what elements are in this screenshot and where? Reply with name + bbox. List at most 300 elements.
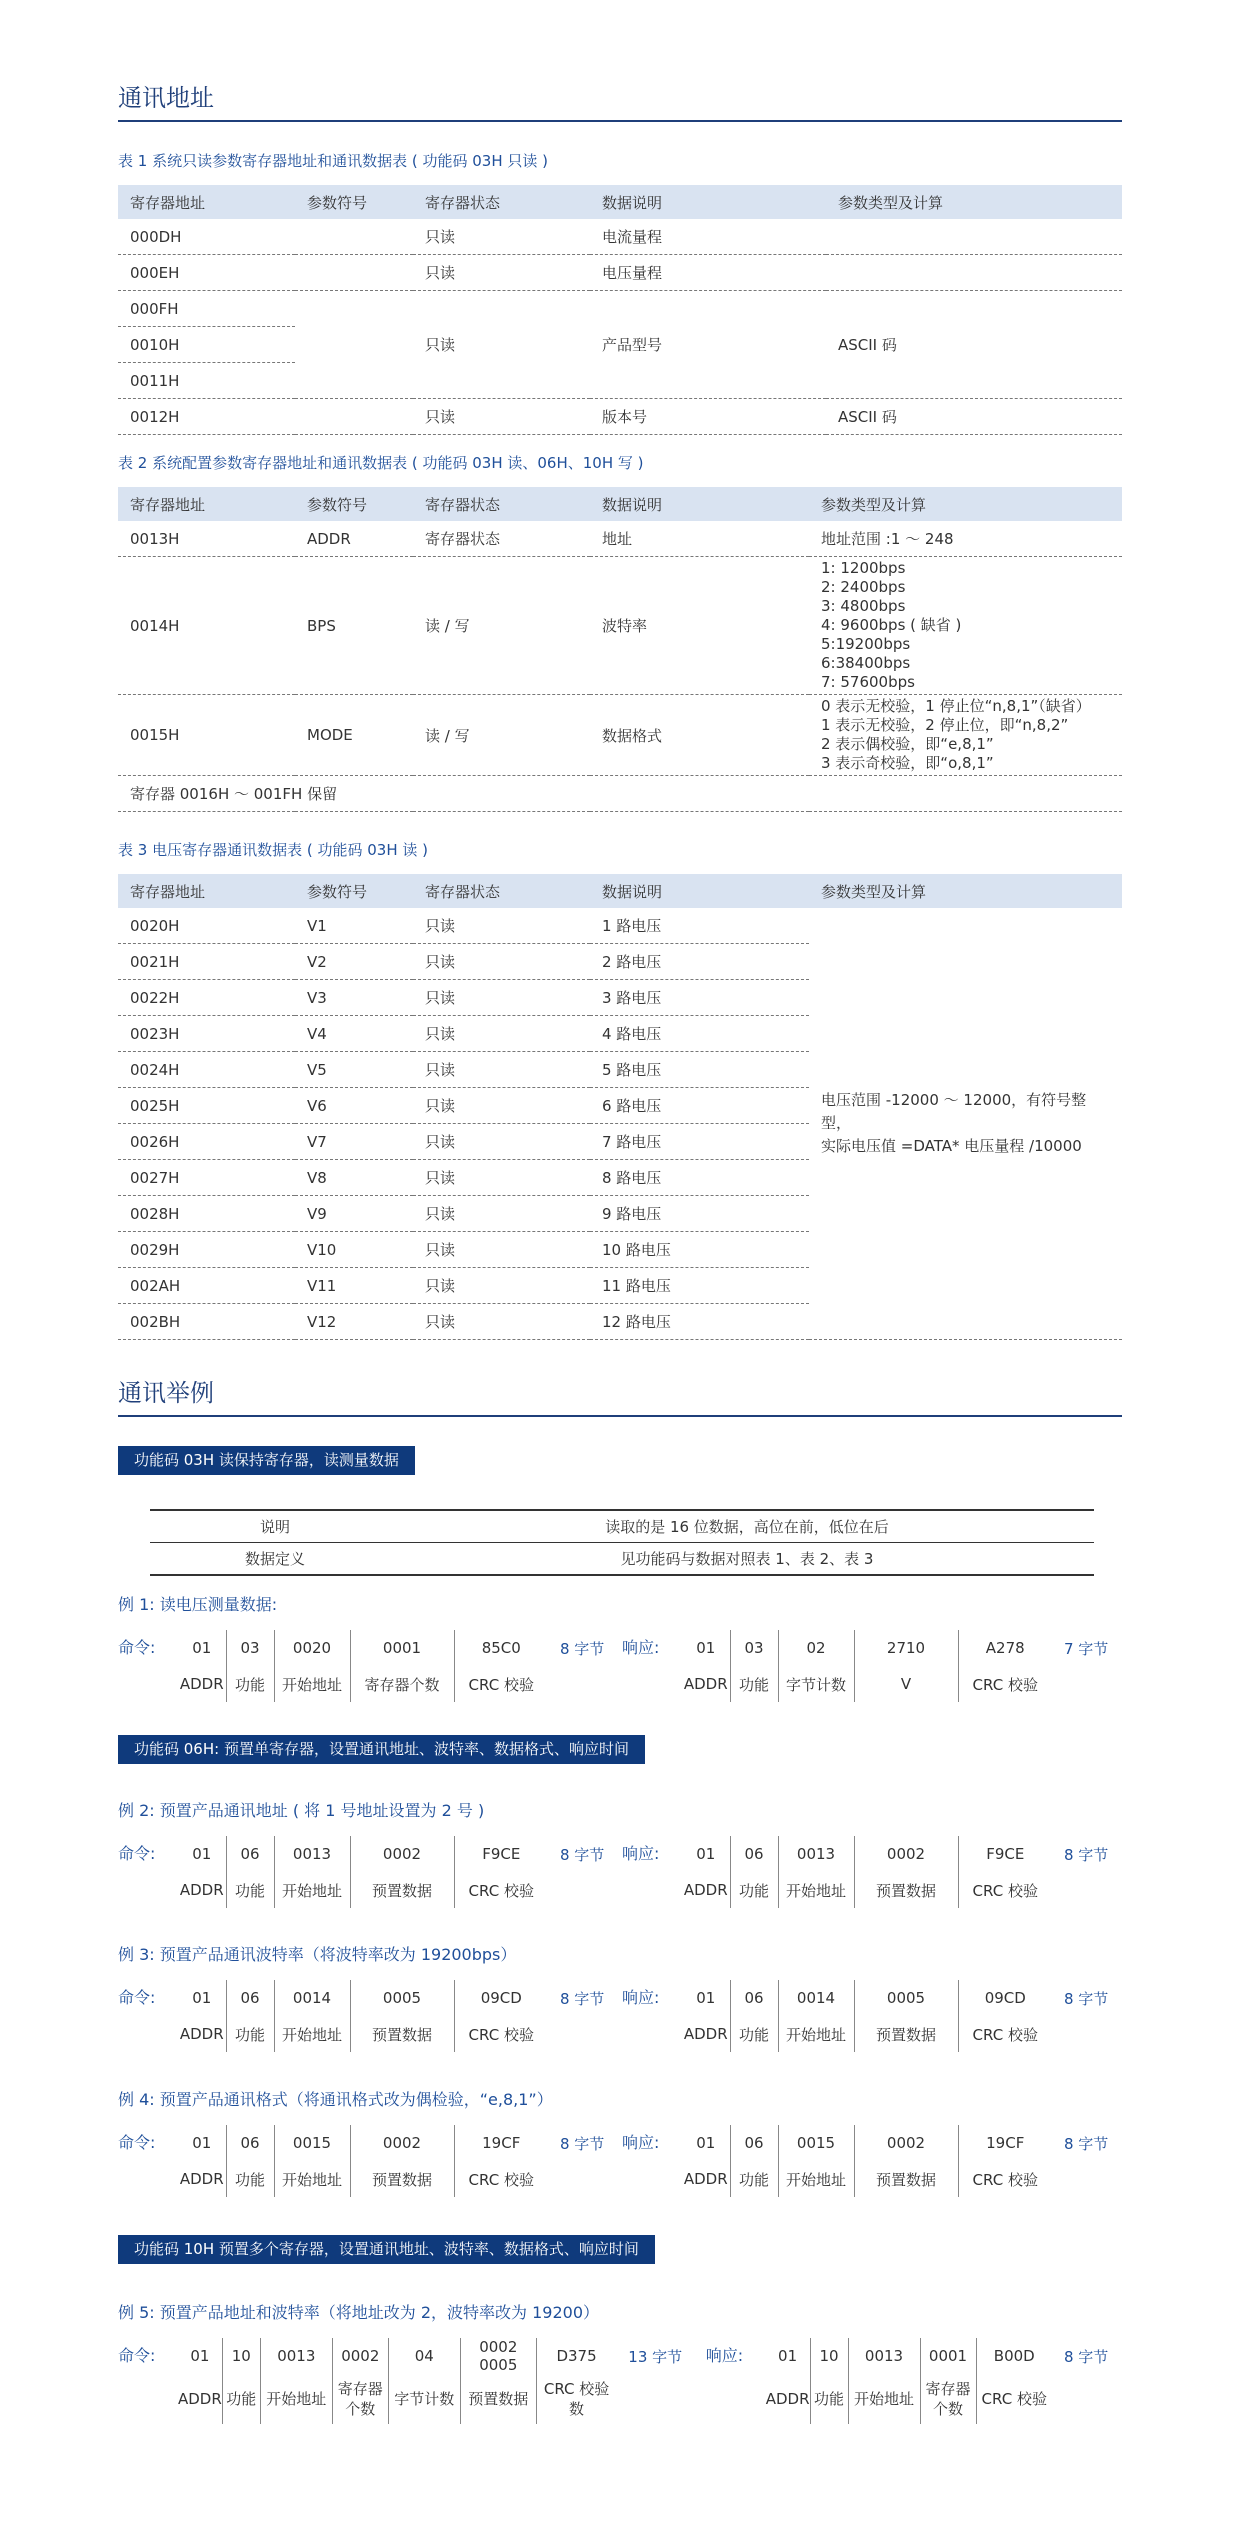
response-frame [622, 1980, 1122, 2052]
cell: 产品型号 [590, 291, 826, 399]
table-row [118, 399, 1122, 435]
frame-labels-row [178, 2016, 618, 2052]
byte-count: 8 字节 [560, 1989, 605, 2008]
frame-values-row [178, 1836, 618, 1872]
frame-labels-row [178, 1666, 618, 1702]
cell: 只读 [413, 399, 590, 435]
cell: ASCII 码 [826, 291, 1122, 399]
frame-table [178, 1980, 618, 2052]
response-label: 响应: [622, 1844, 660, 1863]
cell: 8 路电压 [590, 1160, 809, 1196]
cell: 波特率 [590, 557, 809, 695]
response-label: 响应: [622, 1638, 660, 1657]
section-rule [118, 1415, 1122, 1417]
banner-label: 功能码 10H 预置多个寄存器，设置通讯地址、波特率、数据格式、响应时间 [118, 2235, 655, 2264]
cell: 0 表示无校验，1 停止位“n,8,1”（缺省） 1 表示无校验，2 停止位，即“n,8,2” 2 表示偶校验，即“e,8,1” 3 表示奇校验，即“o,8,1” [809, 695, 1122, 776]
function-code-10h-banner [118, 2235, 655, 2264]
cell: 只读 [413, 980, 590, 1016]
header-cell: 参数类型及计算 [809, 874, 1122, 908]
table-row [150, 1543, 1094, 1576]
frame-field-label: 功能 [810, 2374, 848, 2424]
frame-field-label: 字节计数 [388, 2374, 460, 2424]
frame-field-label: 寄存器个数 [350, 1666, 454, 1702]
cell: 只读 [413, 1052, 590, 1088]
byte-count: 8 字节 [1064, 2134, 1109, 2153]
table1 [118, 185, 1122, 435]
frame-value: 01 [696, 1989, 716, 2007]
frame-values-row [766, 2338, 1122, 2374]
cell: ADDR [295, 521, 413, 557]
frame-field-label: 开始地址 [260, 2374, 332, 2424]
cell: 000EH [118, 255, 295, 291]
cell: 只读 [413, 1016, 590, 1052]
frame-labels-row [682, 1666, 1122, 1702]
frame-value: 01 [192, 2134, 212, 2152]
frame-value: 0001 [920, 2338, 976, 2374]
command-frame [118, 1836, 618, 1908]
frame-labels-row [178, 2374, 686, 2424]
cell: 地址 [590, 521, 809, 557]
cell: 0024H [118, 1052, 295, 1088]
frame-value: 01 [778, 2347, 798, 2365]
frame-value: 0014 [274, 1980, 350, 2016]
frame-value: 01 [190, 2347, 210, 2365]
frame-field-label: 开始地址 [274, 1872, 350, 1908]
frame-value: 0002 [332, 2338, 388, 2374]
cell: 只读 [413, 1304, 590, 1340]
frame-table [682, 2125, 1122, 2197]
cell: 5 路电压 [590, 1052, 809, 1088]
frame-values-row [178, 1630, 618, 1666]
cell: 0014H [118, 557, 295, 695]
frame-values-row [682, 1836, 1122, 1872]
byte-count: 8 字节 [560, 1845, 605, 1864]
frame-field-label: ADDR [683, 2025, 728, 2043]
frame-field-label: V [854, 1666, 958, 1702]
cell: 只读 [413, 219, 590, 255]
frame-field-label: ADDR [179, 1881, 224, 1899]
response-label: 响应: [705, 2346, 744, 2365]
frame-values-row [178, 2338, 686, 2374]
cell: 3 路电压 [590, 980, 809, 1016]
frame-value: 0002 [350, 2125, 454, 2161]
cell: 2 路电压 [590, 944, 809, 980]
cell: 0021H [118, 944, 295, 980]
cell: 9 路电压 [590, 1196, 809, 1232]
frame-value: 02 [778, 1630, 854, 1666]
example2-frames [118, 1836, 1122, 1908]
table-header-row [118, 487, 1122, 521]
frame-value: A278 [958, 1630, 1052, 1666]
cell: 002BH [118, 1304, 295, 1340]
section-rule [118, 120, 1122, 122]
voltage-note: 电压范围 -12000 ～ 12000，有符号整型， 实际电压值 =DATA* 电压量程 /10000 [809, 908, 1122, 1340]
frame-field-label: 开始地址 [274, 2161, 350, 2197]
cell: 1 路电压 [590, 908, 809, 944]
example4-title: 例 4: 预置产品通讯格式（将通讯格式改为偶检验，“e,8,1”） [118, 2090, 553, 2109]
frame-field-label: ADDR [683, 2170, 728, 2188]
frame-value: 0020 [274, 1630, 350, 1666]
header-cell: 数据说明 [590, 487, 809, 521]
cell: V3 [295, 980, 413, 1016]
header-cell: 参数符号 [295, 874, 413, 908]
cell: 地址范围 :1 ～ 248 [809, 521, 1122, 557]
cell: 寄存器 0016H ～ 001FH 保留 [118, 776, 1122, 812]
frame-field-label: 开始地址 [778, 1872, 854, 1908]
example3-title: 例 3: 预置产品通讯波特率（将波特率改为 19200bps） [118, 1945, 517, 1964]
table2 [118, 487, 1122, 812]
frame-field-label: 寄存器 个数 [920, 2374, 976, 2424]
cell: 0026H [118, 1124, 295, 1160]
frame-value: 04 [388, 2338, 460, 2374]
cell: 0013H [118, 521, 295, 557]
cell: 只读 [413, 1196, 590, 1232]
frame-value: 19CF [454, 2125, 548, 2161]
response-label: 响应: [622, 2133, 660, 2152]
cell: V10 [295, 1232, 413, 1268]
cell: 只读 [413, 291, 590, 399]
cell: 只读 [413, 255, 590, 291]
cell: 002AH [118, 1268, 295, 1304]
cell: 只读 [413, 1268, 590, 1304]
frame-field-label: 预置数据 [350, 2016, 454, 2052]
byte-count: 8 字节 [1064, 1845, 1109, 1864]
section-communication-examples [118, 1377, 1122, 1417]
byte-count: 7 字节 [1064, 1639, 1109, 1658]
cell: 见功能码与数据对照表 1、表 2、表 3 [400, 1543, 1094, 1576]
frame-field-label: ADDR [178, 2390, 222, 2408]
frame-field-label: 预置数据 [854, 2016, 958, 2052]
cell: 1: 1200bps 2: 2400bps 3: 4800bps 4: 9600bps ( 缺省 ) 5:19200bps 6:38400bps 7: 57600bps [809, 557, 1122, 695]
byte-count: 13 字节 [628, 2347, 683, 2366]
header-cell: 寄存器状态 [413, 487, 590, 521]
frame-field-label: 功能 [226, 1666, 274, 1702]
frame-value: 0002 [854, 2125, 958, 2161]
table-row [118, 908, 1122, 944]
frame-table [682, 1980, 1122, 2052]
cell: V2 [295, 944, 413, 980]
frame-value: 01 [696, 1639, 716, 1657]
example1-frames [118, 1630, 1122, 1702]
command-frame [118, 1630, 618, 1702]
table-row [118, 776, 1122, 812]
response-frame [706, 2338, 1122, 2424]
frame-value: D375 [536, 2338, 616, 2374]
cell: 4 路电压 [590, 1016, 809, 1052]
frame-table [682, 1836, 1122, 1908]
header-cell: 寄存器状态 [413, 185, 590, 219]
frame-value: 0013 [260, 2338, 332, 2374]
function-code-03h-banner [118, 1446, 415, 1475]
table-row [118, 291, 1122, 327]
frame-value: 2710 [854, 1630, 958, 1666]
example5-title: 例 5: 预置产品地址和波特率（将地址改为 2，波特率改为 19200） [118, 2303, 599, 2322]
command-label: 命令: [118, 1844, 156, 1863]
frame-field-label: 开始地址 [848, 2374, 920, 2424]
cell: 0025H [118, 1088, 295, 1124]
frame-value: 06 [730, 1980, 778, 2016]
frame-field-label: CRC 校验 [976, 2374, 1052, 2424]
table-row [118, 695, 1122, 776]
cell: V4 [295, 1016, 413, 1052]
cell: 10 路电压 [590, 1232, 809, 1268]
frame-field-label: 功能 [730, 1872, 778, 1908]
cell: 0012H [118, 399, 295, 435]
frame-value: 0013 [848, 2338, 920, 2374]
frame-value: B00D [976, 2338, 1052, 2374]
command-label: 命令: [118, 1638, 156, 1657]
frame-field-label: CRC 校验 [958, 2016, 1052, 2052]
cell: 电压量程 [590, 255, 826, 291]
header-cell: 寄存器地址 [118, 874, 295, 908]
frame-value: F9CE [454, 1836, 548, 1872]
response-frame [622, 2125, 1122, 2197]
frame-field-label: ADDR [765, 2390, 810, 2408]
frame-value: 10 [222, 2338, 260, 2374]
section-title: 通讯地址 [118, 84, 214, 112]
table3-caption: 表 3 电压寄存器通讯数据表 ( 功能码 03H 读 ) [118, 841, 428, 859]
cell: 000DH [118, 219, 295, 255]
frame-labels-row [766, 2374, 1122, 2424]
cell: 寄存器状态 [413, 521, 590, 557]
cell: 6 路电压 [590, 1088, 809, 1124]
frame-value: 0002 [854, 1836, 958, 1872]
frame-field-label: 预置数据 [854, 2161, 958, 2197]
cell: 0022H [118, 980, 295, 1016]
command-frame [118, 2338, 686, 2424]
command-frame [118, 1980, 618, 2052]
frame-field-label: 功能 [226, 2016, 274, 2052]
example4-frames [118, 2125, 1122, 2197]
frame-field-label: 字节计数 [778, 1666, 854, 1702]
frame-value: 0013 [778, 1836, 854, 1872]
example2-title: 例 2: 预置产品通讯地址 ( 将 1 号地址设置为 2 号 ) [118, 1801, 485, 1820]
cell: 0027H [118, 1160, 295, 1196]
cell: 只读 [413, 1088, 590, 1124]
frame-field-label: CRC 校验 [958, 1666, 1052, 1702]
header-cell: 参数符号 [295, 487, 413, 521]
table-header-row [118, 185, 1122, 219]
cell: 0011H [118, 363, 295, 399]
header-cell: 参数符号 [295, 185, 413, 219]
frame-field-label: 开始地址 [778, 2161, 854, 2197]
frame-value: 01 [192, 1989, 212, 2007]
cell: 电流量程 [590, 219, 826, 255]
frame-values-row [682, 2125, 1122, 2161]
response-frame [622, 1836, 1122, 1908]
header-cell: 寄存器状态 [413, 874, 590, 908]
frame-field-label: CRC 校验数 [536, 2374, 616, 2424]
frame-value: 01 [192, 1845, 212, 1863]
frame-value: 0014 [778, 1980, 854, 2016]
frame-field-label: 功能 [730, 2016, 778, 2052]
frame-labels-row [178, 1872, 618, 1908]
frame-field-label: 开始地址 [274, 1666, 350, 1702]
section-title: 通讯举例 [118, 1379, 214, 1407]
cell: 数据格式 [590, 695, 809, 776]
frame-field-label: ADDR [179, 1675, 224, 1693]
frame-value: 01 [696, 1845, 716, 1863]
cell: V7 [295, 1124, 413, 1160]
table1-caption: 表 1 系统只读参数寄存器地址和通讯数据表 ( 功能码 03H 只读 ) [118, 152, 548, 170]
command-label: 命令: [118, 2133, 156, 2152]
banner-label: 功能码 06H: 预置单寄存器，设置通讯地址、波特率、数据格式、响应时间 [118, 1735, 645, 1764]
frame-table [178, 2125, 618, 2197]
frame-value: 0005 [350, 1980, 454, 2016]
frame-value: 0002 [350, 1836, 454, 1872]
table-row [118, 255, 1122, 291]
frame-field-label: CRC 校验 [958, 1872, 1052, 1908]
frame-value: 0015 [274, 2125, 350, 2161]
frame-table [766, 2338, 1122, 2424]
cell: 0020H [118, 908, 295, 944]
frame-value: 01 [696, 2134, 716, 2152]
info-table [150, 1509, 1094, 1576]
cell: BPS [295, 557, 413, 695]
command-label: 命令: [118, 1988, 156, 2007]
cell: V12 [295, 1304, 413, 1340]
cell: 读 / 写 [413, 557, 590, 695]
cell: V6 [295, 1088, 413, 1124]
cell: 版本号 [590, 399, 826, 435]
table-row [118, 521, 1122, 557]
header-cell: 寄存器地址 [118, 185, 295, 219]
frame-field-label: ADDR [179, 2025, 224, 2043]
frame-value: 85C0 [454, 1630, 548, 1666]
cell: 只读 [413, 1124, 590, 1160]
byte-count: 8 字节 [560, 1639, 605, 1658]
frame-values-row [682, 1980, 1122, 2016]
frame-field-label: 开始地址 [778, 2016, 854, 2052]
frame-labels-row [682, 2016, 1122, 2052]
frame-field-label: 预置数据 [350, 1872, 454, 1908]
frame-value: 0001 [350, 1630, 454, 1666]
header-cell: 参数类型及计算 [826, 185, 1122, 219]
frame-field-label: CRC 校验 [454, 1666, 548, 1702]
frame-value: 03 [226, 1630, 274, 1666]
frame-value: 01 [192, 1639, 212, 1657]
example1-title: 例 1: 读电压测量数据: [118, 1595, 278, 1614]
cell: 0023H [118, 1016, 295, 1052]
frame-field-label: 功能 [730, 1666, 778, 1702]
cell: 读 / 写 [413, 695, 590, 776]
frame-value: 19CF [958, 2125, 1052, 2161]
frame-value: 0015 [778, 2125, 854, 2161]
header-cell: 参数类型及计算 [809, 487, 1122, 521]
frame-value: 06 [730, 2125, 778, 2161]
cell: 0029H [118, 1232, 295, 1268]
byte-count: 8 字节 [560, 2134, 605, 2153]
cell: V9 [295, 1196, 413, 1232]
frame-field-label: CRC 校验 [454, 2016, 548, 2052]
frame-value: 10 [810, 2338, 848, 2374]
frame-field-label: 寄存器 个数 [332, 2374, 388, 2424]
frame-value: 06 [730, 1836, 778, 1872]
frame-field-label: ADDR [179, 2170, 224, 2188]
cell: V5 [295, 1052, 413, 1088]
response-frame [622, 1630, 1122, 1702]
command-label: 命令: [118, 2346, 156, 2365]
frame-value: 09CD [454, 1980, 548, 2016]
cell: 11 路电压 [590, 1268, 809, 1304]
frame-field-label: 预置数据 [854, 1872, 958, 1908]
frame-field-label: CRC 校验 [454, 1872, 548, 1908]
byte-count: 8 字节 [1064, 1989, 1109, 2008]
cell: 只读 [413, 1160, 590, 1196]
cell: 读取的是 16 位数据，高位在前，低位在后 [400, 1510, 1094, 1543]
command-frame [118, 2125, 618, 2197]
frame-table [178, 1836, 618, 1908]
cell: 000FH [118, 291, 295, 327]
frame-labels-row [178, 2161, 618, 2197]
frame-labels-row [682, 1872, 1122, 1908]
frame-table [178, 1630, 618, 1702]
frame-field-label: CRC 校验 [958, 2161, 1052, 2197]
example3-frames [118, 1980, 1122, 2052]
cell: V8 [295, 1160, 413, 1196]
header-cell: 数据说明 [590, 185, 826, 219]
cell: 只读 [413, 1232, 590, 1268]
frame-value: 06 [226, 1980, 274, 2016]
frame-labels-row [682, 2161, 1122, 2197]
frame-field-label: CRC 校验 [454, 2161, 548, 2197]
frame-field-label: ADDR [683, 1675, 728, 1693]
frame-value: 0005 [854, 1980, 958, 2016]
table3 [118, 874, 1122, 1340]
cell: 0015H [118, 695, 295, 776]
byte-count: 8 字节 [1064, 2347, 1109, 2366]
table-row [150, 1510, 1094, 1543]
frame-value: 0013 [274, 1836, 350, 1872]
frame-values-row [178, 2125, 618, 2161]
frame-values-row [178, 1980, 618, 2016]
banner-label: 功能码 03H 读保持寄存器，读测量数据 [118, 1446, 415, 1475]
table2-caption: 表 2 系统配置参数寄存器地址和通讯数据表 ( 功能码 03H 读、06H、10H 写 ) [118, 454, 644, 472]
frame-value: 09CD [958, 1980, 1052, 2016]
cell: 说明 [150, 1510, 400, 1543]
frame-field-label: 功能 [222, 2374, 260, 2424]
frame-values-row [682, 1630, 1122, 1666]
frame-table [178, 2338, 686, 2424]
cell: 只读 [413, 908, 590, 944]
frame-field-label: 功能 [226, 2161, 274, 2197]
cell: MODE [295, 695, 413, 776]
cell: 0010H [118, 327, 295, 363]
cell: 只读 [413, 944, 590, 980]
cell: ASCII 码 [826, 399, 1122, 435]
frame-table [682, 1630, 1122, 1702]
cell: 0028H [118, 1196, 295, 1232]
frame-field-label: 预置数据 [350, 2161, 454, 2197]
cell: 12 路电压 [590, 1304, 809, 1340]
frame-value: 06 [226, 2125, 274, 2161]
frame-field-label: 功能 [730, 2161, 778, 2197]
frame-value: 03 [730, 1630, 778, 1666]
table-row [118, 219, 1122, 255]
response-label: 响应: [622, 1988, 660, 2007]
cell: 7 路电压 [590, 1124, 809, 1160]
function-code-06h-banner [118, 1735, 645, 1764]
example5-frames [118, 2338, 1122, 2424]
table-row [118, 557, 1122, 695]
header-cell: 数据说明 [590, 874, 809, 908]
frame-field-label: 预置数据 [460, 2374, 536, 2424]
frame-value: 06 [226, 1836, 274, 1872]
frame-field-label: 功能 [226, 1872, 274, 1908]
frame-value: F9CE [958, 1836, 1052, 1872]
cell: V1 [295, 908, 413, 944]
section-communication-address [118, 82, 1122, 122]
